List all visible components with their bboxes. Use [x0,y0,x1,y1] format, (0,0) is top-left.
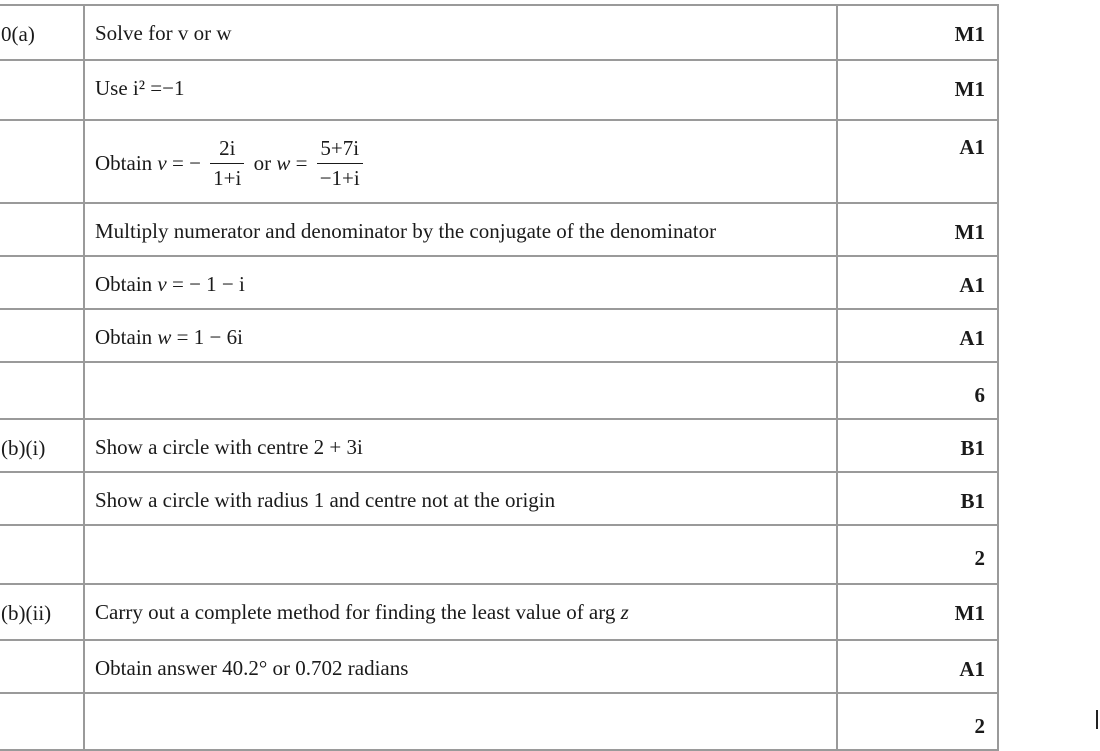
table-row [0,640,998,693]
question-number: 0(a) [0,5,84,60]
question-number [0,120,84,203]
table-row [0,693,998,750]
table-row [0,203,998,256]
question-number [0,60,84,120]
question-number [0,472,84,525]
equals-sign: = [295,151,308,175]
method-description [84,256,837,309]
question-number [0,256,84,309]
question-number [0,203,84,256]
obtain-label: Obtain [95,272,153,296]
method-description [84,120,837,203]
fraction-w [317,136,363,191]
mark-total: 2 [837,693,998,750]
fraction-numerator: 5+7i [317,136,363,164]
mark-code: M1 [837,60,998,120]
table-row [0,525,998,584]
question-number [0,309,84,362]
table-row [0,256,998,309]
mark-total: 2 [837,525,998,584]
mark-code: A1 [837,256,998,309]
expression: = 1 − 6i [176,325,243,349]
method-description: Multiply numerator and denominator by the conjugate of the denominator [84,203,837,256]
table-row [0,362,998,419]
table-row [0,60,998,120]
method-description [84,693,837,750]
mark-code: B1 [837,419,998,472]
variable-z: z [620,600,629,624]
mark-code: B1 [837,472,998,525]
method-description [84,5,837,60]
method-description: Obtain answer 40.2° or 0.702 radians [84,640,837,693]
description-text: Carry out a complete method for finding the least value of arg [95,600,616,624]
obtain-label: Obtain [95,151,153,175]
table-row [0,5,998,60]
table-row [0,472,998,525]
text-cursor [1096,710,1098,729]
table-row [0,309,998,362]
mark-code: A1 [837,640,998,693]
mark-code: M1 [837,584,998,640]
mark-total: 6 [837,362,998,419]
fraction-denominator: 1+i [213,166,242,190]
mark-scheme-table [0,4,999,751]
method-description [84,584,837,640]
mark-code: M1 [837,5,998,60]
or-text: or [253,151,272,175]
method-description: Use i² =−1 [84,60,837,120]
fraction-numerator: 2i [210,136,244,164]
question-number: (b)(i) [0,419,84,472]
description-text: Solve for v or w [95,21,232,45]
mark-code: A1 [837,309,998,362]
method-description [84,362,837,419]
fraction-v [210,136,244,191]
mark-code: M1 [837,203,998,256]
mark-code: A1 [837,120,998,203]
variable-w: w [276,151,291,175]
variable-w: w [157,325,172,349]
table-row [0,584,998,640]
question-number [0,525,84,584]
method-description [84,309,837,362]
question-number: (b)(ii) [0,584,84,640]
question-number [0,362,84,419]
question-number [0,693,84,750]
method-description: Show a circle with radius 1 and centre not at the origin [84,472,837,525]
obtain-label: Obtain [95,325,153,349]
table-row [0,419,998,472]
method-description: Show a circle with centre 2 + 3i [84,419,837,472]
fraction-denominator: −1+i [319,166,360,190]
question-number [0,640,84,693]
expression: = − 1 − i [171,272,245,296]
equals-minus: = − [171,151,201,175]
table-row [0,120,998,203]
variable-v: v [157,272,167,296]
method-description [84,525,837,584]
variable-v: v [157,151,167,175]
